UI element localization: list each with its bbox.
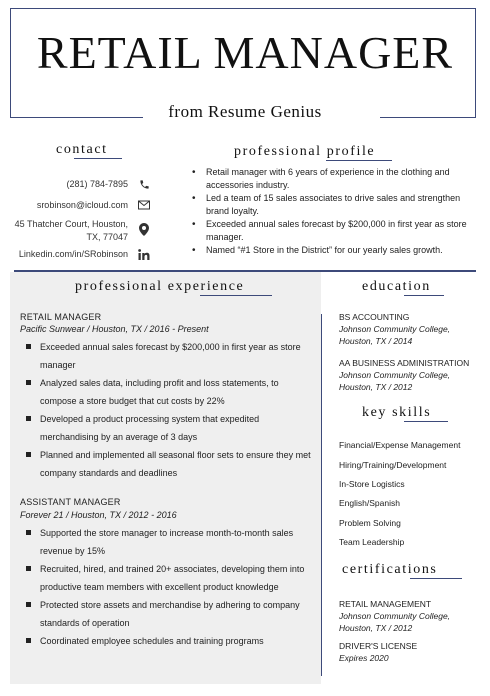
education-degree: AA BUSINESS ADMINISTRATION [339, 358, 470, 368]
education-location-year: Houston, TX / 2012 [339, 382, 413, 392]
email-icon [137, 198, 151, 212]
contact-linkedin[interactable]: Linkedin.com/in/SRobinson [18, 249, 128, 259]
job-bullet: Recruited, hired, and trained 20+ associates, developing them into productive team members with excellent product knowledge [24, 560, 316, 596]
job-bullet: Protected store assets and merchandise by adhering to company standards of operation [24, 596, 316, 632]
job-bullets [24, 338, 316, 482]
certification-expiry: Expires 2020 [339, 653, 389, 663]
job-meta: Pacific Sunwear / Houston, TX / 2016 - Present [20, 324, 209, 334]
job-title: ASSISTANT MANAGER [20, 497, 121, 507]
job-bullet: Developed a product processing system that expedited merchandising by an average of 3 days [24, 410, 316, 446]
contact-address-line2: TX, 77047 [86, 232, 128, 242]
certifications-heading: certifications [342, 562, 438, 577]
job-bullet: Coordinated employee schedules and training programs [24, 632, 316, 650]
job-bullet: Supported the store manager to increase month-to-month sales revenue by 15% [24, 524, 316, 560]
contact-address-line1: 45 Thatcher Court, Houston, [14, 219, 128, 229]
resume-subtitle: from Resume Genius [168, 102, 322, 121]
certification-issuer: Johnson Community College, [339, 611, 451, 621]
education-location-year: Houston, TX / 2014 [339, 336, 413, 346]
experience-heading-underline [200, 295, 272, 296]
profile-item: • Named “#1 Store in the District” for our yearly sales growth. [190, 244, 472, 257]
education-school: Johnson Community College, [339, 370, 451, 380]
profile-heading-underline [326, 160, 392, 161]
linkedin-icon [137, 247, 151, 261]
experience-heading: professional experience [75, 279, 245, 294]
certification-name: RETAIL MANAGEMENT [339, 599, 432, 609]
job-bullets [24, 524, 316, 650]
skill-item: Team Leadership [339, 537, 405, 547]
job-bullet: Exceeded annual sales forecast by $200,000 in first year as store manager [24, 338, 316, 374]
job-meta: Forever 21 / Houston, TX / 2012 - 2016 [20, 510, 177, 520]
contact-heading-underline [74, 158, 122, 159]
skill-item: Hiring/Training/Development [339, 460, 447, 470]
job-bullet: Analyzed sales data, including profit and loss statements, to compose a store budget that cut costs by 22% [24, 374, 316, 410]
phone-icon [137, 177, 151, 191]
skill-item: Problem Solving [339, 518, 401, 528]
contact-heading: contact [56, 142, 108, 157]
profile-heading: professional profile [234, 144, 376, 159]
education-heading: education [362, 279, 431, 294]
resume-name: RETAIL MANAGER [36, 27, 454, 78]
education-heading-underline [404, 295, 444, 296]
profile-item: • Exceeded annual sales forecast by $200,000 in first year as store manager. [190, 218, 472, 244]
job-title: RETAIL MANAGER [20, 312, 102, 322]
certification-name: DRIVER'S LICENSE [339, 641, 418, 651]
skills-heading-underline [404, 421, 448, 422]
contact-email[interactable]: srobinson@icloud.com [36, 200, 128, 210]
certification-location-year: Houston, TX / 2012 [339, 623, 413, 633]
skills-heading: key skills [362, 405, 432, 420]
job-bullet: Planned and implemented all seasonal floor sets to ensure they met company standards and deadlines [24, 446, 316, 482]
location-pin-icon [137, 222, 151, 236]
skill-item: In-Store Logistics [339, 479, 405, 489]
contact-phone: (281) 784-7895 [66, 179, 128, 189]
profile-item: • Led a team of 15 sales associates to drive sales and strengthen brand loyalty. [190, 192, 472, 218]
education-school: Johnson Community College, [339, 324, 451, 334]
certifications-heading-underline [410, 578, 462, 579]
profile-item: • Retail manager with 6 years of experience in the clothing and accessories industry. [190, 166, 472, 192]
skill-item: Financial/Expense Management [339, 440, 461, 450]
profile-list [190, 166, 472, 257]
skill-item: English/Spanish [339, 498, 400, 508]
education-degree: BS ACCOUNTING [339, 312, 410, 322]
column-divider [321, 314, 322, 676]
